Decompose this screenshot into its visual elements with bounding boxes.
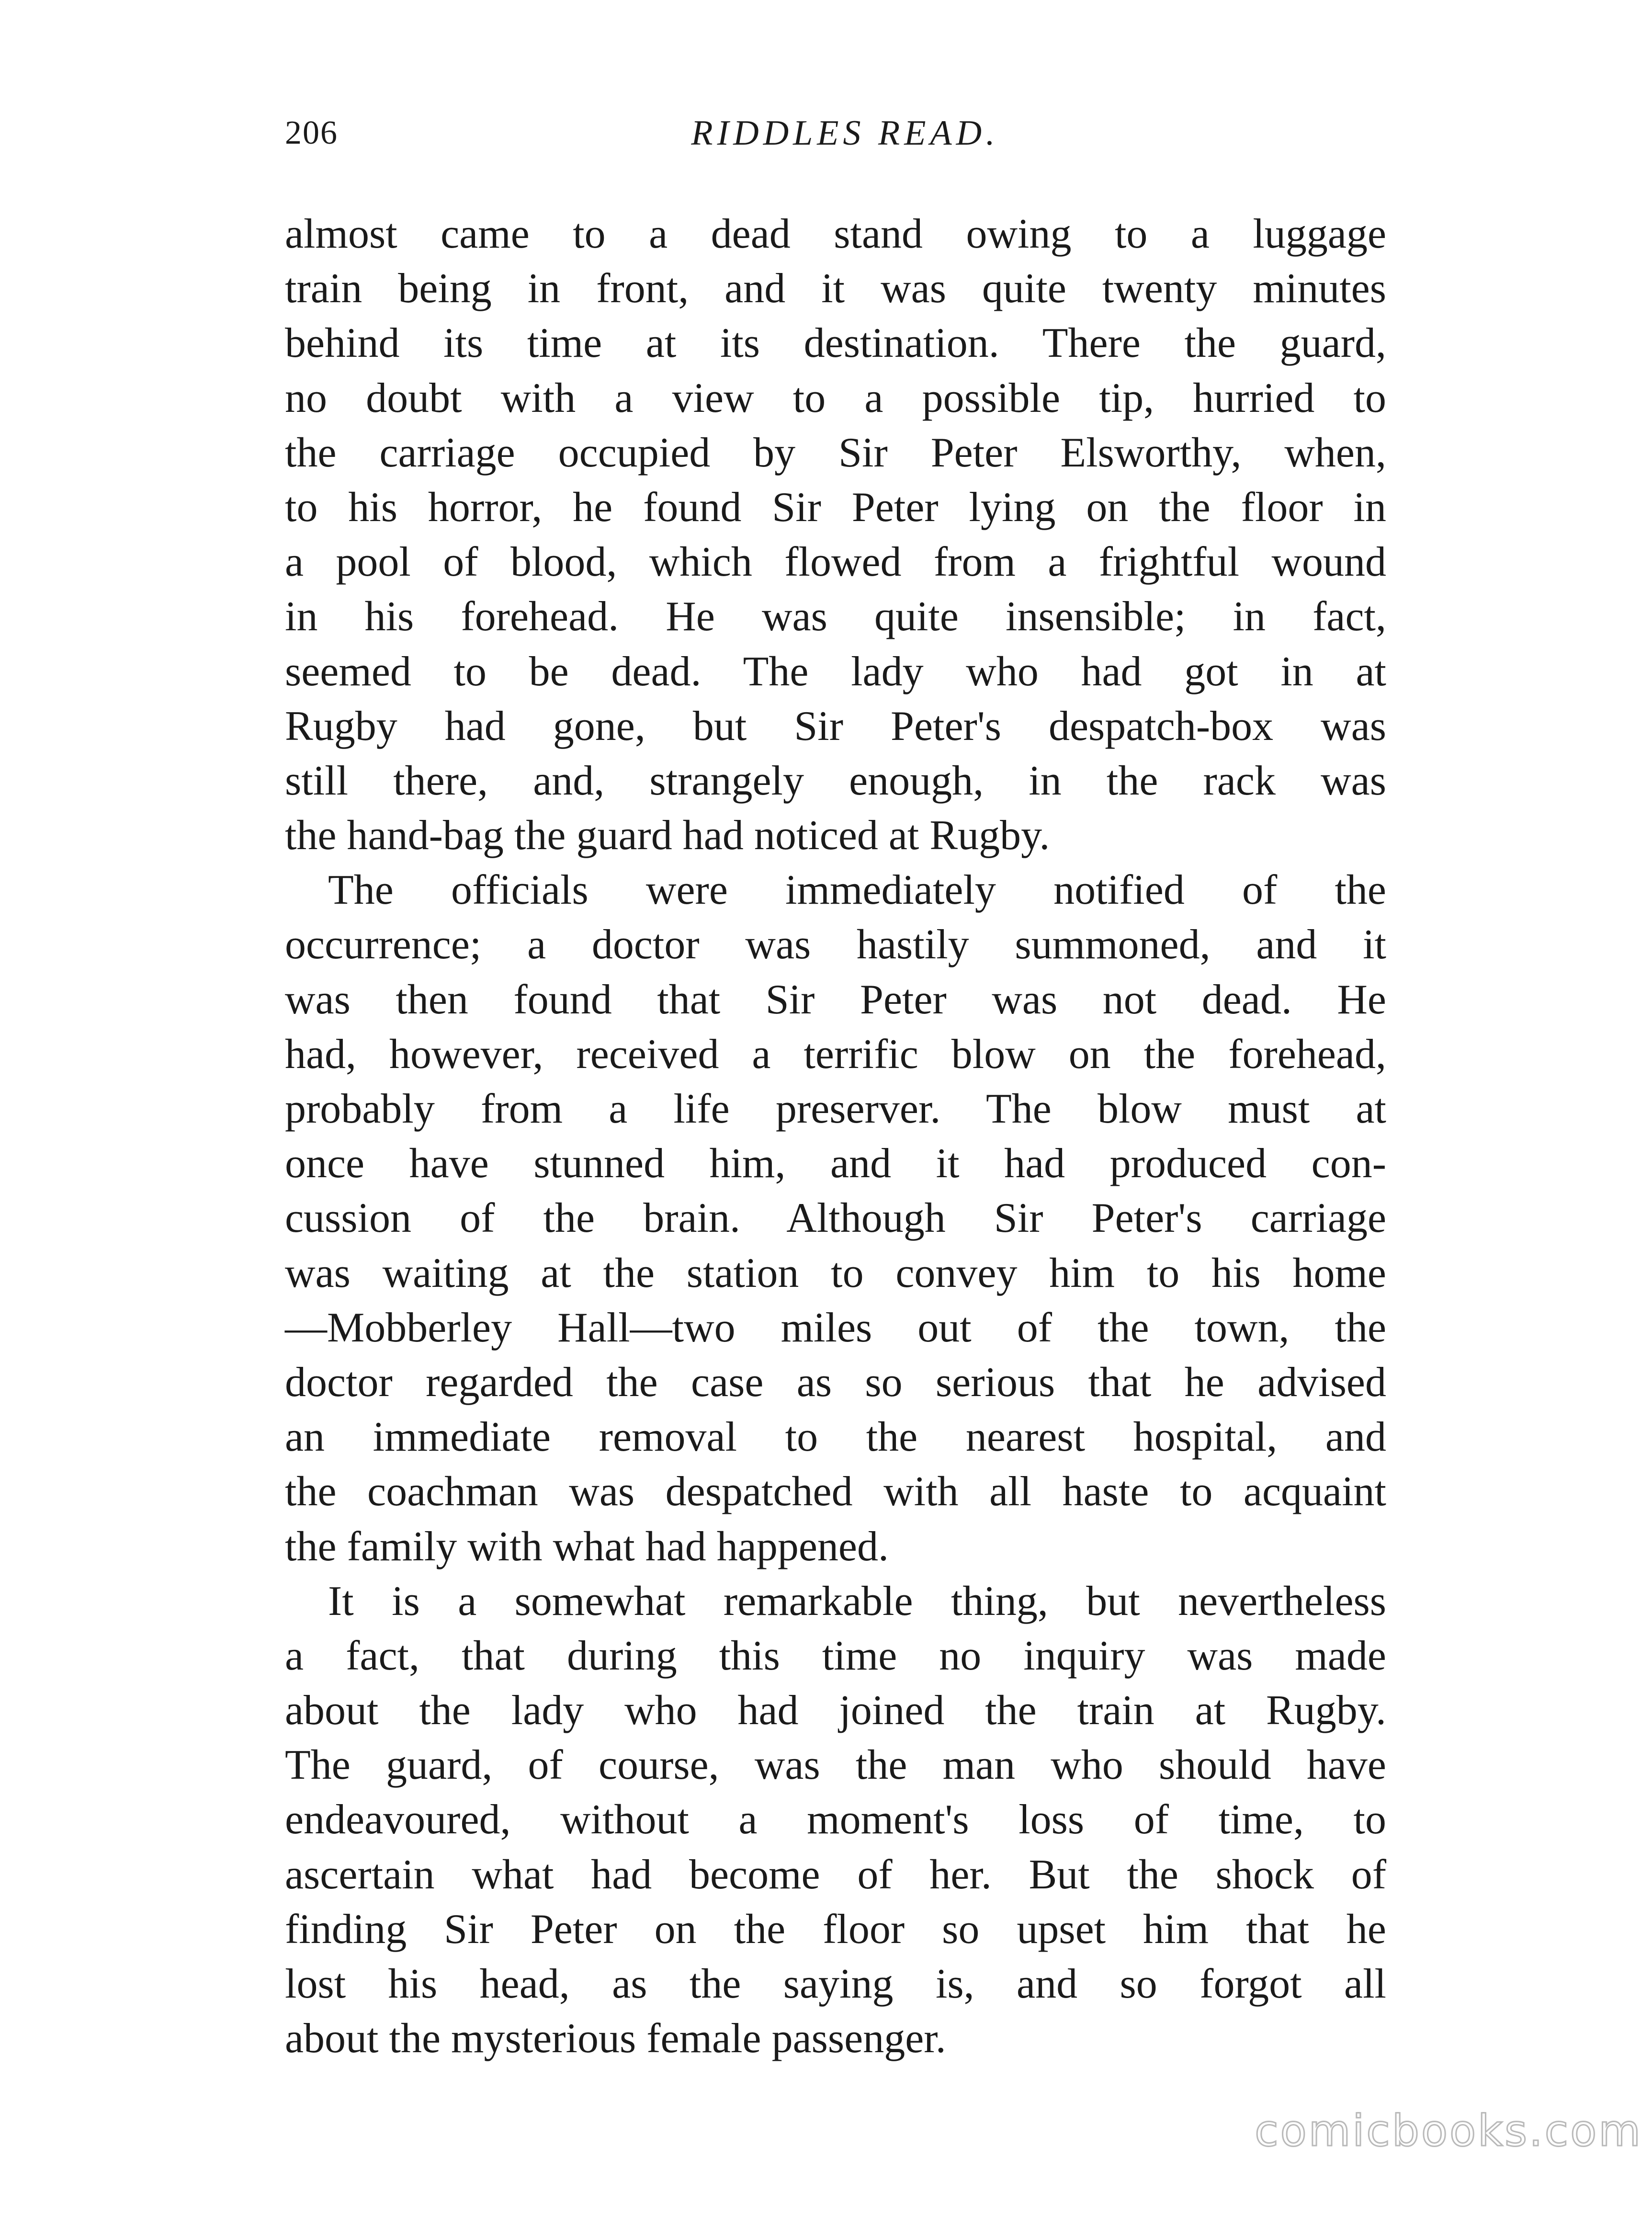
text-line: had, however, received a terrific blow on the forehead, — [285, 1031, 1386, 1078]
text-line: still there, and, strangely enough, in the rack was — [285, 757, 1386, 804]
text-line: the carriage occupied by Sir Peter Elsworthy, when, — [285, 429, 1386, 476]
paragraph-first-line: The officials were immediately notified of the — [328, 867, 1386, 914]
text-line: finding Sir Peter on the floor so upset him that he — [285, 1906, 1386, 1953]
watermark: comicbooks.com — [1255, 2106, 1642, 2156]
text-line: was waiting at the station to convey him to his home — [285, 1250, 1386, 1296]
text-line: almost came to a dead stand owing to a luggage — [285, 211, 1386, 257]
text-line: no doubt with a view to a possible tip, hurried to — [285, 375, 1386, 421]
paragraph-first-line: It is a somewhat remarkable thing, but nevertheless — [328, 1578, 1386, 1625]
text-line: about the lady who had joined the train at Rugby. — [285, 1687, 1386, 1734]
text-line: train being in front, and it was quite twenty minutes — [285, 265, 1386, 312]
text-line: the coachman was despatched with all haste to acquaint — [285, 1468, 1386, 1515]
text-line: —Mobberley Hall—two miles out of the town, the — [285, 1304, 1386, 1351]
text-line: the hand-bag the guard had noticed at Rugby. — [285, 812, 1050, 859]
text-line: occurrence; a doctor was hastily summoned, and it — [285, 921, 1386, 968]
text-line: cussion of the brain. Although Sir Peter's carriage — [285, 1195, 1386, 1242]
page-number: 206 — [285, 114, 338, 151]
text-line: behind its time at its destination. There the guard, — [285, 320, 1386, 367]
text-line: a pool of blood, which flowed from a frightful wound — [285, 539, 1386, 586]
body-text — [285, 207, 1386, 2066]
text-line: seemed to be dead. The lady who had got in at — [285, 648, 1386, 695]
text-line: The guard, of course, was the man who should have — [285, 1742, 1386, 1789]
text-line: lost his head, as the saying is, and so forgot all — [285, 1961, 1386, 2007]
running-head — [285, 109, 1386, 167]
text-line: in his forehead. He was quite insensible; in fact, — [285, 593, 1386, 640]
text-line: Rugby had gone, but Sir Peter's despatch-box was — [285, 703, 1386, 750]
running-title: RIDDLES READ. — [691, 114, 999, 153]
text-line: about the mysterious female passenger. — [285, 2015, 946, 2062]
text-line: probably from a life preserver. The blow must at — [285, 1086, 1386, 1132]
text-line: endeavoured, without a moment's loss of time, to — [285, 1796, 1386, 1843]
text-line: once have stunned him, and it had produced con- — [285, 1140, 1386, 1187]
text-line: the family with what had happened. — [285, 1523, 889, 1570]
text-line: a fact, that during this time no inquiry was made — [285, 1632, 1386, 1679]
text-line: an immediate removal to the nearest hospital, and — [285, 1414, 1386, 1461]
text-line: was then found that Sir Peter was not dead. He — [285, 976, 1386, 1023]
text-line: ascertain what had become of her. But the shock of — [285, 1851, 1386, 1898]
text-line: doctor regarded the case as so serious that he advised — [285, 1359, 1386, 1406]
text-line: to his horror, he found Sir Peter lying on the floor in — [285, 484, 1386, 531]
